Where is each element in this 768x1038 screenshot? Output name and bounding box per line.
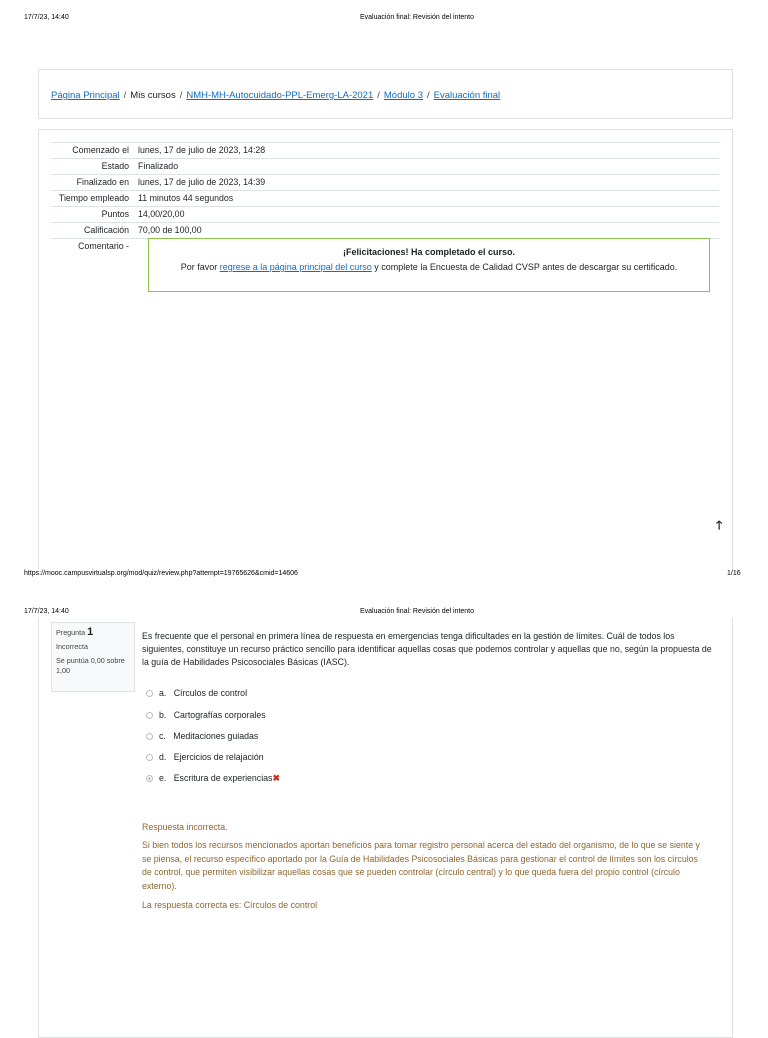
option-letter: a. [159,688,167,698]
feedback-pre-text: Por favor [180,262,220,272]
summary-key: Puntos [101,209,129,219]
feedback-message [149,262,709,272]
option-letter: e. [159,773,167,783]
breadcrumb-quiz-link[interactable]: Evaluación final [433,90,501,101]
summary-key: Comenzado el [72,145,129,155]
radio-button[interactable] [146,733,153,740]
option-text: Cartografías corporales [173,710,266,720]
course-home-link[interactable]: regrese a la página principal del curso [219,262,372,272]
breadcrumb-separator: / [426,90,430,101]
question-state: Incorrecta [56,642,88,651]
option-text: Círculos de control [173,688,248,698]
question-text: Es frecuente que el personal en primera línea de respuesta en emergencias tenga dificultades en la gestión de límites. Cuál de todos los siguientes, constituye un recurso práctico sencillo para identificar aquellas cosas que podemos controlar y aquellas que no, según la propuesta de la guía de Habilidades Psicosociales Básicas (IASC). [142,631,712,667]
answer-option-e[interactable] [146,773,280,784]
radio-button[interactable] [146,690,153,697]
breadcrumb-my-courses: Mis cursos [130,90,176,101]
print-header-title: Evaluación final: Revisión del intento [360,608,475,615]
summary-key: Estado [101,161,129,171]
question-info-box [51,622,135,692]
summary-row-finished [51,174,719,190]
summary-row-state [51,158,719,174]
summary-value: lunes, 17 de julio de 2023, 14:28 [138,145,266,155]
print-footer-url: https://mooc.campusvirtualsp.org/mod/quiz/review.php?attempt=19765626&cmid=14606 [24,570,298,577]
summary-value: lunes, 17 de julio de 2023, 14:39 [138,177,266,187]
breadcrumb [51,90,500,101]
print-header-date: 17/7/23, 14:40 [24,14,69,21]
breadcrumb-course-link[interactable]: NMH-MH-Autocuidado-PPL-Emerg-LA-2021 [186,90,374,101]
feedback-explanation: Si bien todos los recursos mencionados aportan beneficios para tomar registro personal acerca del estado del organismo, de lo que se siente y se piensa, el recurso específico aportado por la Guía de Habilidades Psicosociales Básicas para gestionar el control de límites son los círculos de control, que permiten visibilizar aquellas cosas que se pueden controlar (círculo central) y lo que queda fuera del propio control (círculo externo). [142,840,700,891]
back-to-top-arrow-icon[interactable]: 🡑 [716,518,723,532]
summary-row-marks [51,206,719,222]
summary-value: 70,00 de 100,00 [138,225,202,235]
feedback-status: Respuesta incorrecta. [142,822,228,832]
breadcrumb-module-link[interactable]: Módulo 3 [383,90,423,101]
incorrect-x-icon: ✖ [272,773,280,783]
radio-button-selected[interactable] [146,775,153,782]
summary-value: 11 minutos 44 segundos [138,193,234,203]
summary-key: Calificación [84,225,129,235]
question-number: 1 [87,626,94,638]
summary-row-grade [51,222,719,238]
option-letter: b. [159,710,167,720]
feedback-title: ¡Felicitaciones! Ha completado el curso. [342,247,516,257]
correct-answer: La respuesta correcta es: Círculos de control [142,900,318,910]
breadcrumb-separator: / [179,90,183,101]
breadcrumb-home-link[interactable]: Página Principal [51,90,120,101]
summary-key: Comentario - [78,241,129,251]
radio-button[interactable] [146,712,153,719]
summary-value: 14,00/20,00 [138,209,185,219]
completion-feedback-box [148,238,710,292]
option-text: Escritura de experiencias [173,773,273,783]
print-header-date: 17/7/23, 14:40 [24,608,69,615]
summary-value: Finalizado [138,161,179,171]
question-label: Pregunta [56,628,86,637]
summary-key: Finalizado en [76,177,129,187]
print-header-title: Evaluación final: Revisión del intento [360,14,475,21]
answer-option-b[interactable] [146,710,266,720]
summary-row-started [51,142,719,158]
answer-option-d[interactable] [146,752,264,762]
summary-row-time-taken [51,190,719,206]
radio-button[interactable] [146,754,153,761]
question-score: Se puntúa 0,00 sobre 1,00 [56,656,125,675]
print-footer-page: 1/16 [727,570,741,577]
option-text: Meditaciones guiadas [173,731,259,741]
option-letter: d. [159,752,167,762]
breadcrumb-separator: / [123,90,127,101]
answer-option-a[interactable] [146,688,247,698]
breadcrumb-separator: / [377,90,380,101]
summary-key: Tiempo empleado [58,193,129,203]
option-letter: c. [159,731,166,741]
answer-option-c[interactable] [146,731,258,741]
option-text: Ejercicios de relajación [173,752,264,762]
feedback-post-text: y complete la Encuesta de Calidad CVSP antes de descargar su certificado. [371,262,678,272]
